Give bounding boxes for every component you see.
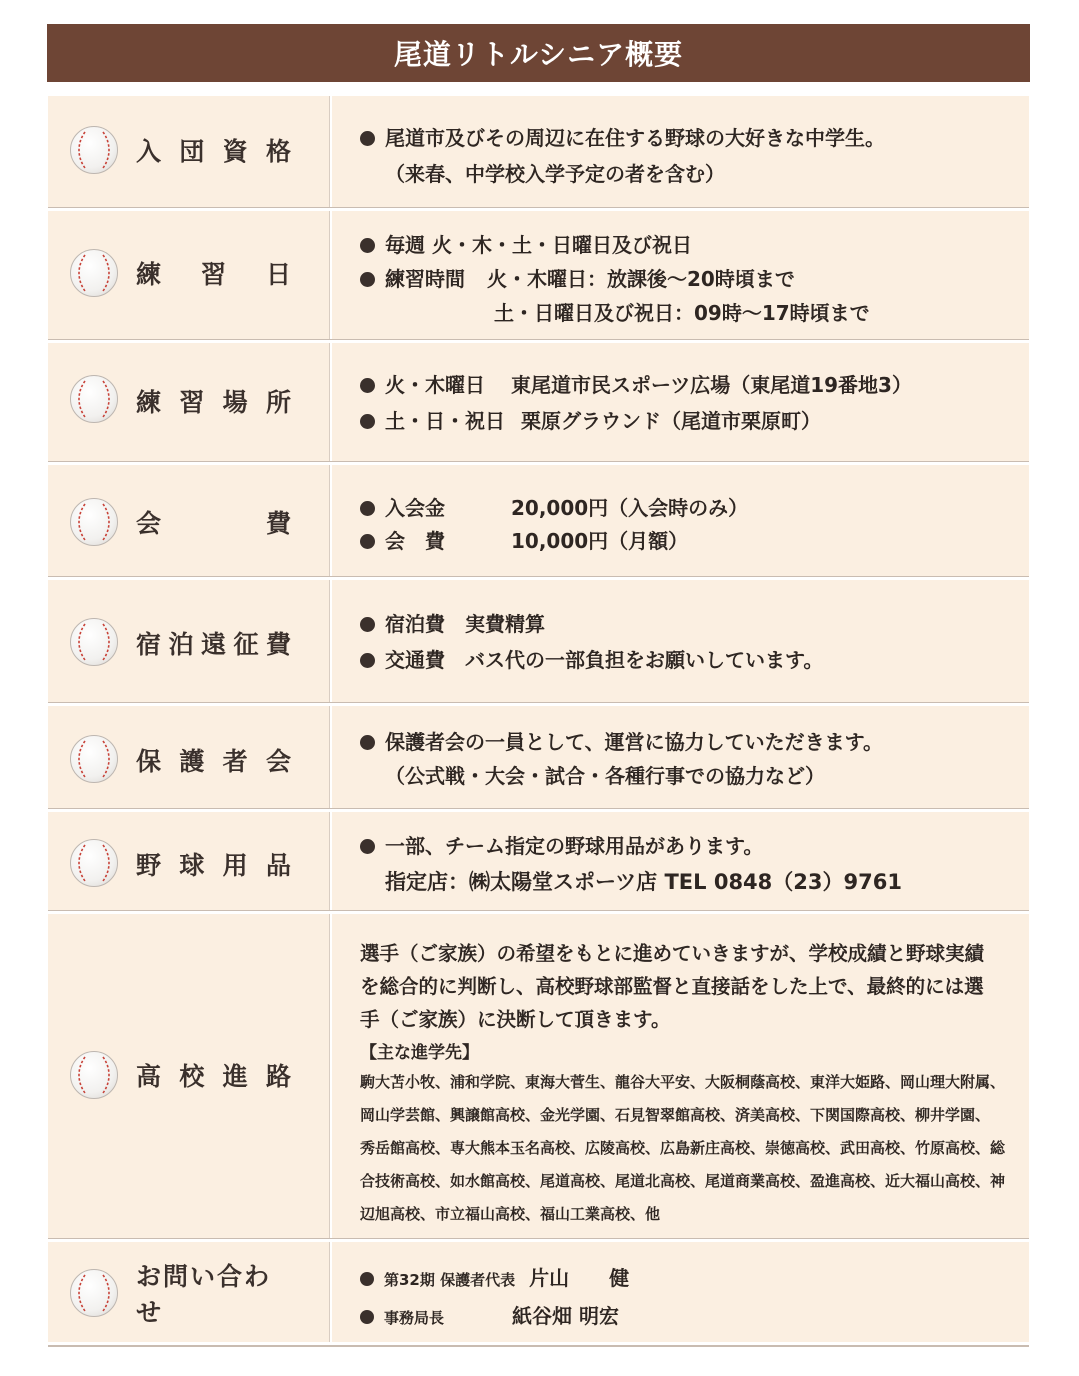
- label-fees: 会 費: [136, 509, 291, 538]
- baseball-icon: [70, 839, 118, 887]
- page-title: 尾道リトルシニア概要: [47, 24, 1030, 82]
- baseball-icon: [70, 375, 118, 423]
- bullet-icon: [360, 839, 375, 854]
- label-practice-place: 練 習 場 所: [136, 388, 291, 417]
- row-parents: [48, 706, 1029, 808]
- baseball-icon: [70, 735, 118, 783]
- bullet-icon: [360, 414, 375, 429]
- bullet-icon: [360, 653, 375, 668]
- row-equipment: [48, 812, 1029, 910]
- baseball-icon: [70, 1269, 118, 1317]
- schools-line: 辺旭高校、市立福山高校、福山工業高校、他: [360, 1205, 661, 1223]
- label-eligibility: 入 団 資 格: [136, 137, 291, 166]
- baseball-icon: [70, 1051, 118, 1099]
- bullet-icon: [360, 1272, 374, 1286]
- baseball-icon: [70, 618, 118, 666]
- practice-days-line-1: 毎週 火・木・土・日曜日及び祝日: [360, 229, 692, 258]
- practice-days-line-3: 土・日曜日及び祝日：09時～17時頃まで: [494, 301, 870, 325]
- bullet-icon: [360, 735, 375, 750]
- policy-line: 手（ご家族）に決断して頂きます。: [360, 1008, 671, 1031]
- bullet-icon: [360, 534, 375, 549]
- equipment-line-1: 一部、チーム指定の野球用品があります。: [360, 830, 763, 859]
- travel-line-2: 交通費 バス代の一部負担をお願いしています。: [360, 644, 823, 673]
- bullet-icon: [360, 501, 375, 516]
- parents-line-1: 保護者会の一員として、運営に協力していただきます。: [360, 726, 883, 755]
- baseball-icon: [70, 126, 118, 174]
- bullet-icon: [360, 131, 375, 146]
- label-travel: 宿 泊 遠 征 費: [136, 630, 291, 659]
- baseball-icon: [70, 498, 118, 546]
- fees-line-2: 会 費 10,000円（月額）: [360, 525, 688, 554]
- row-practice-place: [48, 343, 1029, 461]
- label-parents: 保 護 者 会: [136, 747, 291, 776]
- practice-days-line-2: 練習時間 火・木曜日：放課後～20時頃まで: [360, 263, 795, 292]
- row-high-school: [48, 914, 1029, 1238]
- label-equipment: 野 球 用 品: [136, 851, 291, 880]
- schools-heading: 【主な進学先】: [360, 1043, 479, 1063]
- row-practice-days: [48, 211, 1029, 339]
- bullet-icon: [360, 238, 375, 253]
- bullet-icon: [360, 272, 375, 287]
- eligibility-line-2: （来春、中学校入学予定の者を含む）: [385, 162, 725, 186]
- bullet-icon: [360, 1310, 374, 1324]
- label-practice-days: 練 習 日: [136, 260, 291, 289]
- schools-line: 岡山学芸館、興譲館高校、金光学園、石見智翠館高校、済美高校、下関国際高校、柳井学園、: [360, 1106, 991, 1124]
- baseball-icon: [70, 249, 118, 297]
- eligibility-line-1: 尾道市及びその周辺に在住する野球の大好きな中学生。: [360, 122, 885, 151]
- row-eligibility: [48, 96, 1029, 208]
- contact-line-2: 事務局長 紙谷畑 明宏: [360, 1300, 619, 1329]
- schools-line: 駒大苫小牧、浦和学院、東海大菅生、龍谷大平安、大阪桐蔭高校、東洋大姫路、岡山理大附属、: [360, 1073, 1006, 1091]
- schools-line: 合技術高校、如水館高校、尾道高校、尾道北高校、尾道商業高校、盈進高校、近大福山高校、神: [360, 1172, 1006, 1190]
- row-contact: [48, 1242, 1029, 1342]
- policy-line: 選手（ご家族）の希望をもとに進めていきますが、学校成績と野球実績: [360, 942, 985, 965]
- label-contact: お問い合わせ: [136, 1262, 272, 1327]
- policy-line: を総合的に判断し、高校野球部監督と直接話をした上で、最終的には選: [360, 975, 984, 998]
- schools-line: 秀岳館高校、専大熊本玉名高校、広陵高校、広島新庄高校、崇徳高校、武田高校、竹原高校、総: [360, 1139, 1006, 1157]
- fees-line-1: 入会金 20,000円（入会時のみ）: [360, 492, 748, 521]
- row-fees: [48, 465, 1029, 576]
- label-high-school: 高 校 進 路: [136, 1062, 291, 1091]
- parents-line-2: （公式戦・大会・試合・各種行事での協力など）: [385, 764, 825, 788]
- bullet-icon: [360, 378, 375, 393]
- row-travel: [48, 580, 1029, 702]
- practice-place-line-1: 火・木曜日 東尾道市民スポーツ広場（東尾道19番地3）: [360, 369, 912, 398]
- equipment-shop-line: 指定店：㈱太陽堂スポーツ店 TEL 0848（23）9761: [385, 870, 902, 894]
- bullet-icon: [360, 617, 375, 632]
- practice-place-line-2: 土・日・祝日 栗原グラウンド（尾道市栗原町）: [360, 405, 821, 434]
- contact-line-1: 第32期 保護者代表 片山 健: [360, 1262, 629, 1291]
- travel-line-1: 宿泊費 実費精算: [360, 608, 545, 637]
